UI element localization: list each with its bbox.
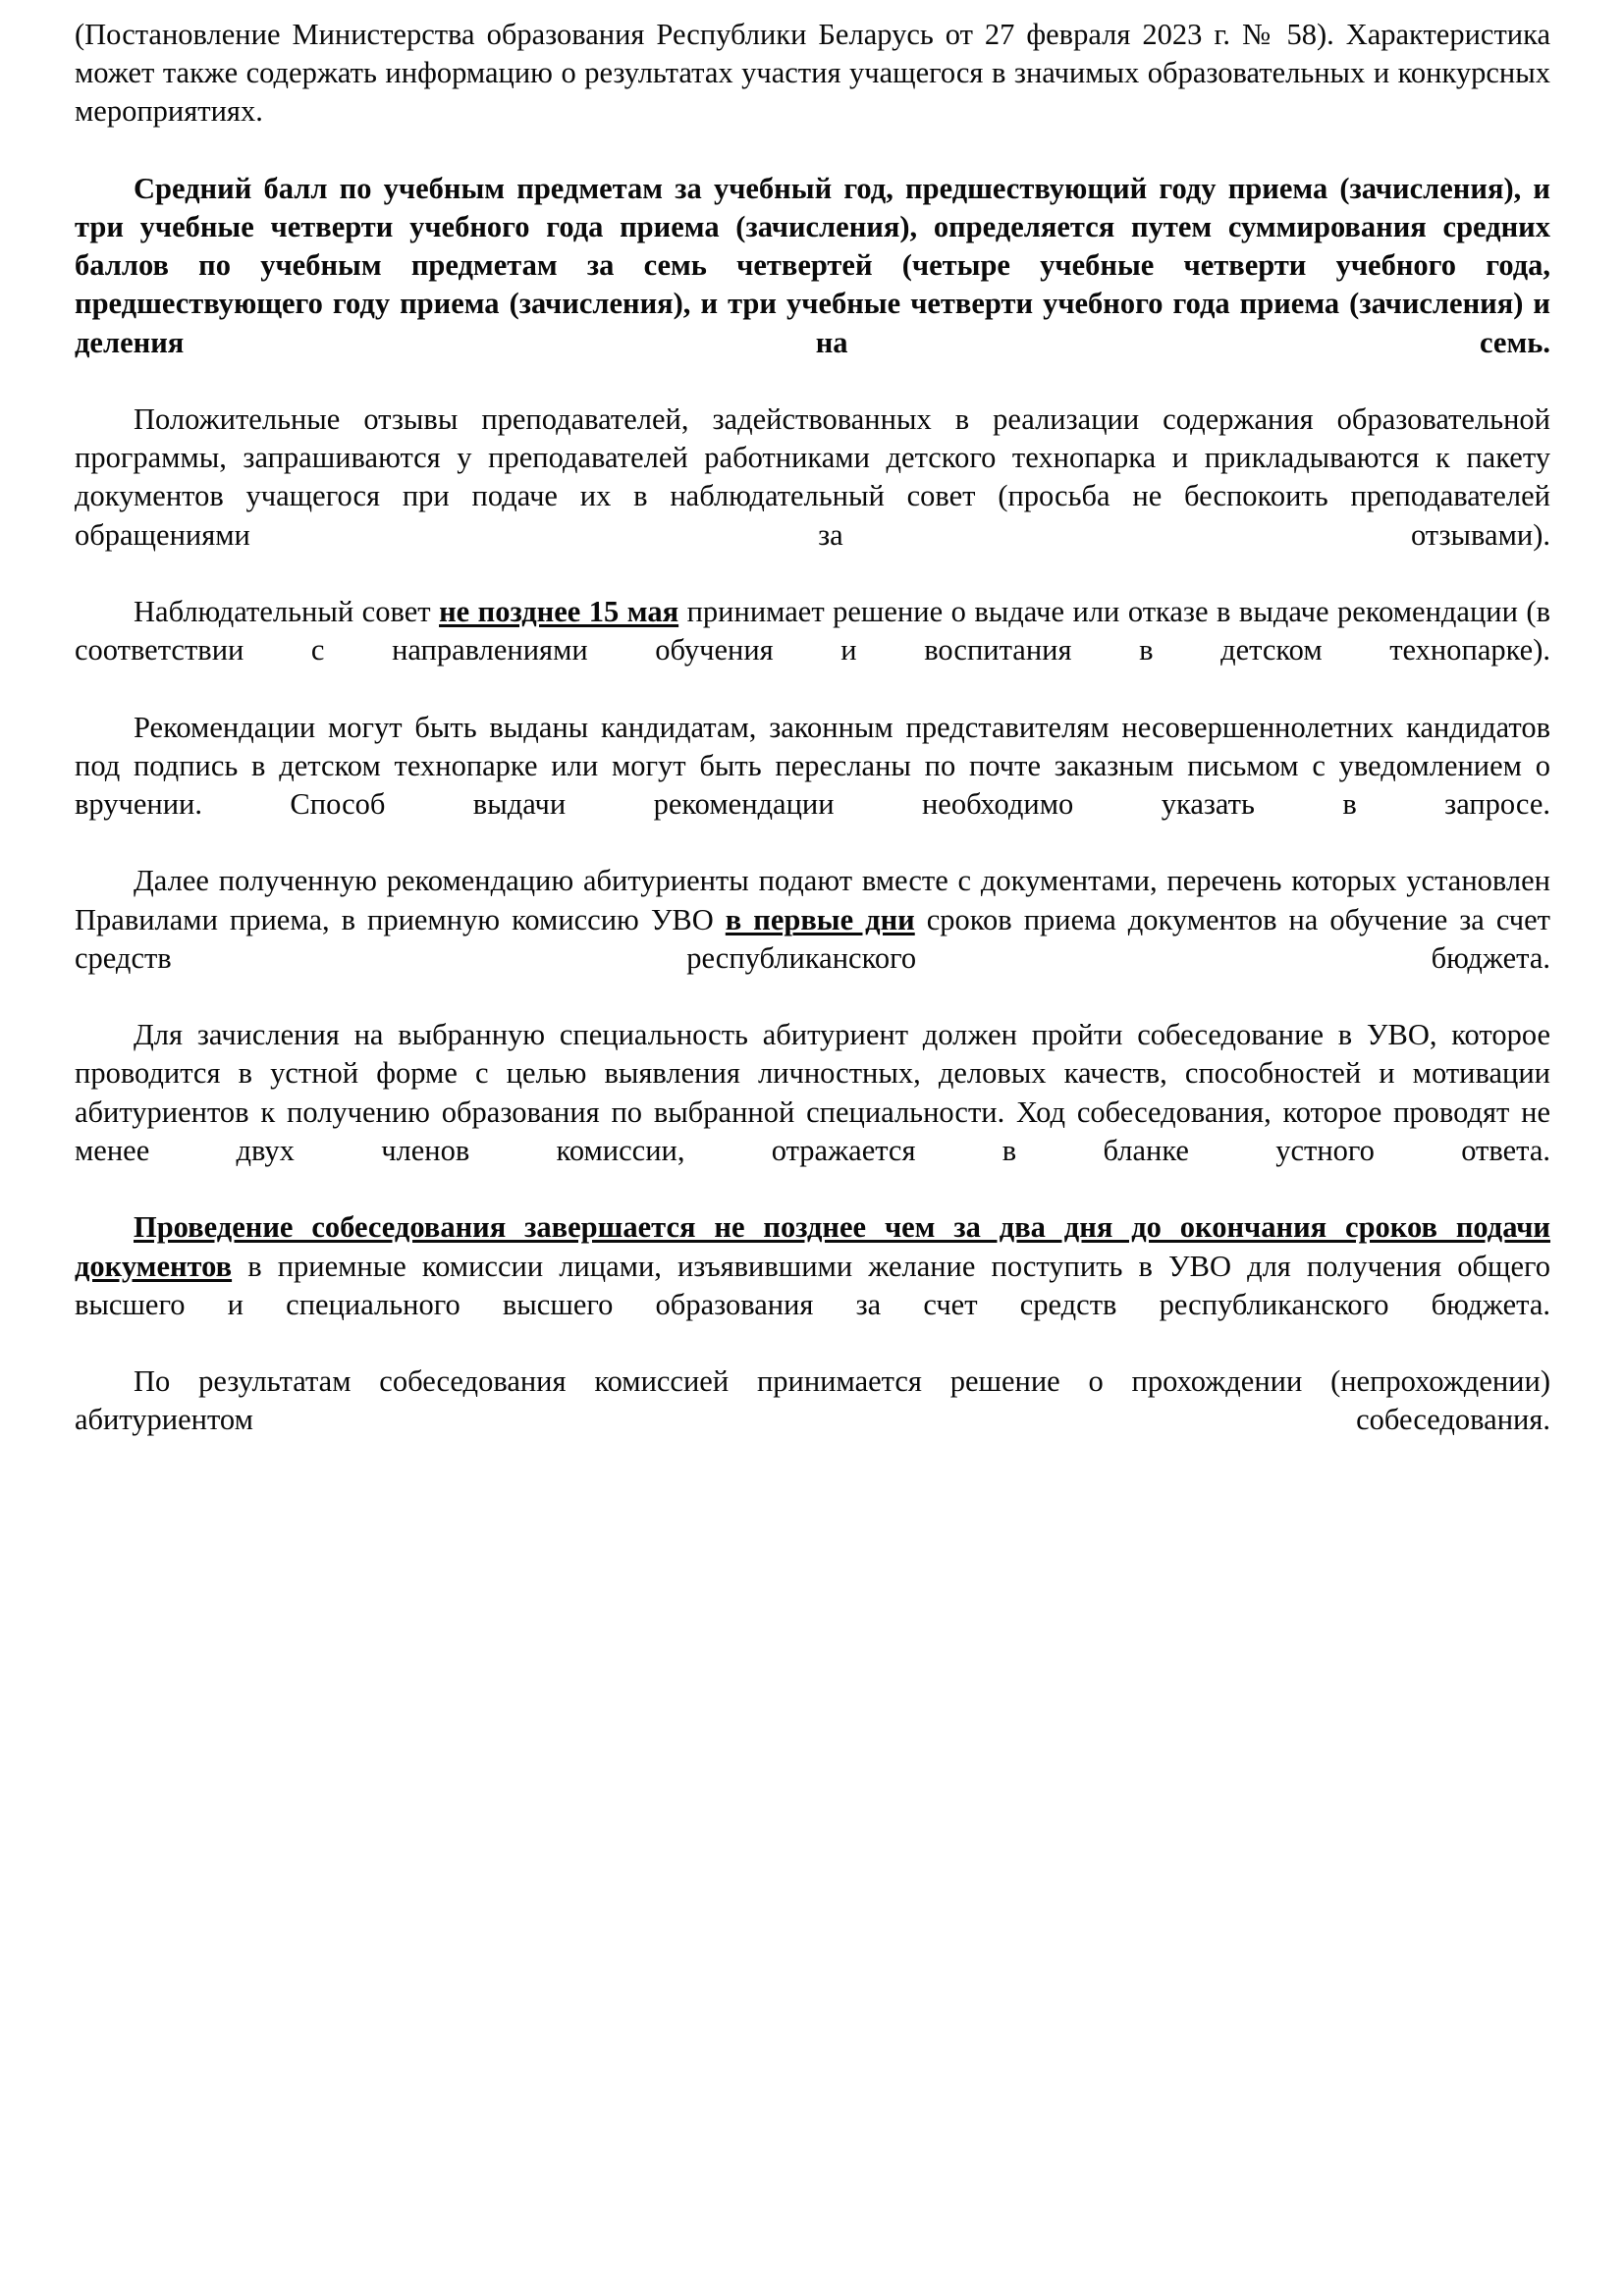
text-run: принимает решение о выдаче или отказе в выдаче рекомендации (в соответствии с направлениями обучения и воспитания в детском технопарке).: [75, 595, 1550, 667]
document-text-body: [75, 16, 1550, 1478]
emphasis-underlined-bold: Проведение собеседования завершается не позднее чем за два дня до окончания сроков подачи документов: [75, 1210, 1550, 1283]
emphasis-underlined-bold: в первые дни: [725, 902, 915, 936]
emphasis-underlined-bold: не позднее 15 мая: [439, 595, 679, 629]
paragraph-p9: По результатам собеседования комиссией принимается решение о прохождении (непрохождении) абитуриентом собеседования.: [75, 1364, 1550, 1437]
text-run: сроков приема документов на обучение за счет средств республиканского бюджета.: [75, 902, 1550, 975]
text-run: Наблюдательный совет: [134, 595, 440, 629]
paragraph-p8: [75, 1208, 1550, 1362]
text-run: Далее полученную рекомендацию абитуриенты подают вместе с документами, перечень которых установлен Правилами приема, в приемную комиссию УВО: [75, 864, 1550, 936]
paragraph-p1: (Постановление Министерства образования Республики Беларусь от 27 февраля 2023 г. № 58). Характеристика может также содержать информацию о результатах участия учащегося в значимых образовательных и конкурсных мероприятиях.: [75, 18, 1550, 129]
paragraph-p3: Положительные отзывы преподавателей, задействованных в реализации содержания образовательной программы, запрашиваются у преподавателей работниками детского технопарка и прикладываются к пакету документов учащегося при подаче их в наблюдательный совет (просьба не беспокоить преподавателей обращениями за отзывами).: [75, 402, 1550, 552]
paragraph-p7: Для зачисления на выбранную специальность абитуриент должен пройти собеседование в УВО, которое проводится в устной форме с целью выявления личностных, деловых качеств, способностей и мотивации абитуриентов к получению образования по выбранной специальности. Ход собеседования, которое проводят не менее двух членов комиссии, отражается в бланке устного ответа.: [75, 1018, 1550, 1167]
text-run: в приемные комиссии лицами, изъявившими желание поступить в УВО для получения общего высшего и специального высшего образования за счет средств республиканского бюджета.: [75, 1249, 1550, 1321]
paragraph-p5: Рекомендации могут быть выданы кандидатам, законным представителям несовершеннолетних кандидатов под подпись в детском технопарке или могут быть пересланы по почте заказным письмом с уведомлением о вручении. Способ выдачи рекомендации необходимо указать в запросе.: [75, 710, 1550, 822]
paragraph-p6: [75, 862, 1550, 1016]
paragraph-p2: Средний балл по учебным предметам за учебный год, предшествующий году приема (зачисления), и три учебные четверти учебного года приема (зачисления), определяется путем суммирования средних баллов по учебным предметам за семь четвертей (четыре учебные четверти учебного года, предшествующего году приема (зачисления), и три учебные четверти учебного года приема (зачисления) и деления на семь.: [75, 171, 1550, 359]
paragraph-p4: [75, 593, 1550, 709]
